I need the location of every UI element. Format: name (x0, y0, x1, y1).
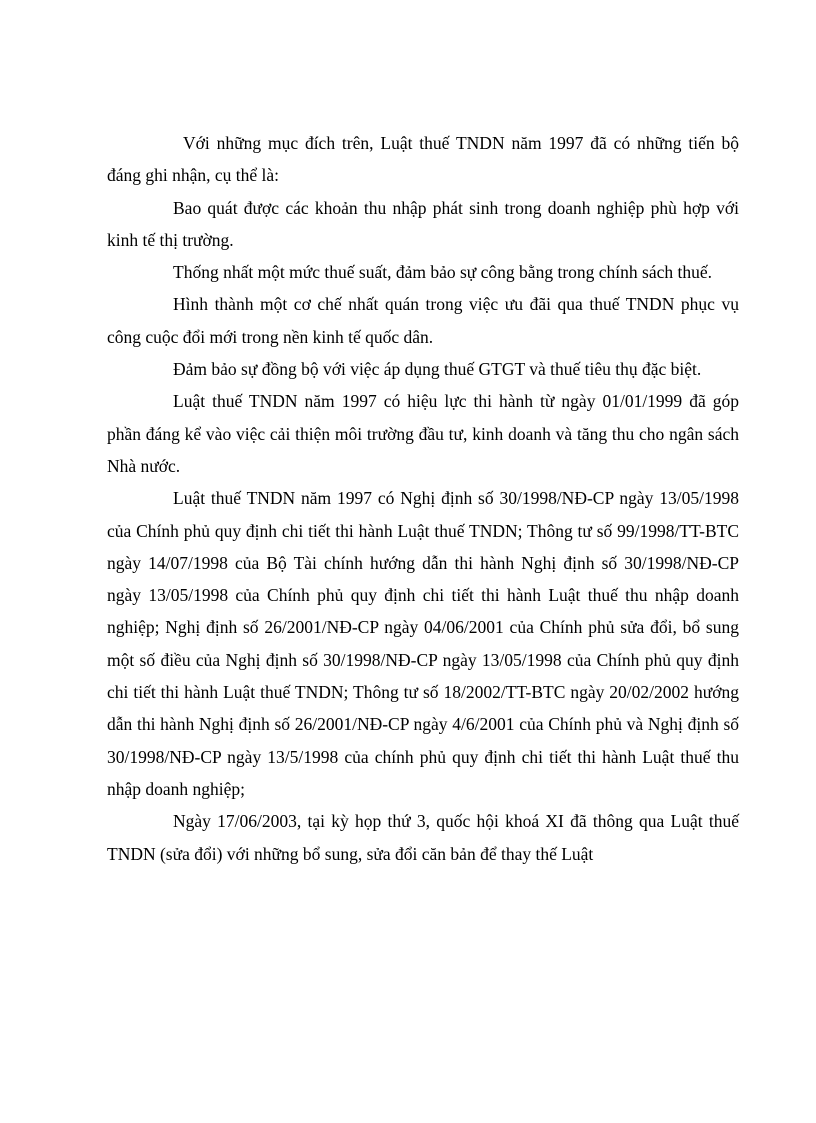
paragraph-intro: Với những mục đích trên, Luật thuế TNDN năm 1997 đã có những tiến bộ đáng ghi nhận, cụ thể là: (107, 133, 739, 186)
paragraph-consistency: Đảm bảo sự đồng bộ với việc áp dụng thuế GTGT và thuế tiêu thụ đặc biệt. (173, 359, 702, 380)
paragraph-coverage: Bao quát được các khoản thu nhập phát sinh trong doanh nghiệp phù hợp với kinh tế thị trường. (107, 197, 739, 250)
paragraph-amendment: Ngày 17/06/2003, tại kỳ họp thứ 3, quốc hội khoá XI đã thông qua Luật thuế TNDN (sửa đổi) với những bổ sung, sửa đổi căn bản để thay thế Luật (107, 811, 739, 864)
paragraph-incentives: Hình thành một cơ chế nhất quán trong việc ưu đãi qua thuế TNDN phục vụ công cuộc đổi mới trong nền kinh tế quốc dân. (107, 294, 739, 347)
paragraph-regulations: Luật thuế TNDN năm 1997 có Nghị định số 30/1998/NĐ-CP ngày 13/05/1998 của Chính phủ quy định chi tiết thi hành Luật thuế TNDN; Thông tư số 99/1998/TT-BTC ngày 14/07/1998 của Bộ Tài chính hướng dẫn thi hành Nghị định số 30/1998/NĐ-CP ngày 13/05/1998 của Chính phủ quy định chi tiết thi hành Luật thuế thu nhập doanh nghiệp; Nghị định số 26/2001/NĐ-CP ngày 04/06/2001 của Chính phủ sửa đổi, bổ sung một số điều của Nghị định số 30/1998/NĐ-CP ngày 13/05/1998 của Chính phủ quy định chi tiết thi hành Luật thuế TNDN; Thông tư số 18/2002/TT-BTC ngày 20/02/2002 hướng dẫn thi hành Nghị định số 26/2001/NĐ-CP ngày 4/6/2001 của Chính phủ và Nghị định số 30/1998/NĐ-CP ngày 13/5/1998 của chính phủ quy định chi tiết thi hành Luật thuế thu nhập doanh nghiệp; (107, 488, 739, 799)
document-page (107, 127, 739, 870)
paragraph-effective-date: Luật thuế TNDN năm 1997 có hiệu lực thi hành từ ngày 01/01/1999 đã góp phần đáng kể vào việc cải thiện môi trường đầu tư, kinh doanh và tăng thu cho ngân sách Nhà nước. (107, 391, 739, 476)
paragraph-tax-rate: Thống nhất một mức thuế suất, đảm bảo sự công bằng trong chính sách thuế. (173, 262, 712, 283)
